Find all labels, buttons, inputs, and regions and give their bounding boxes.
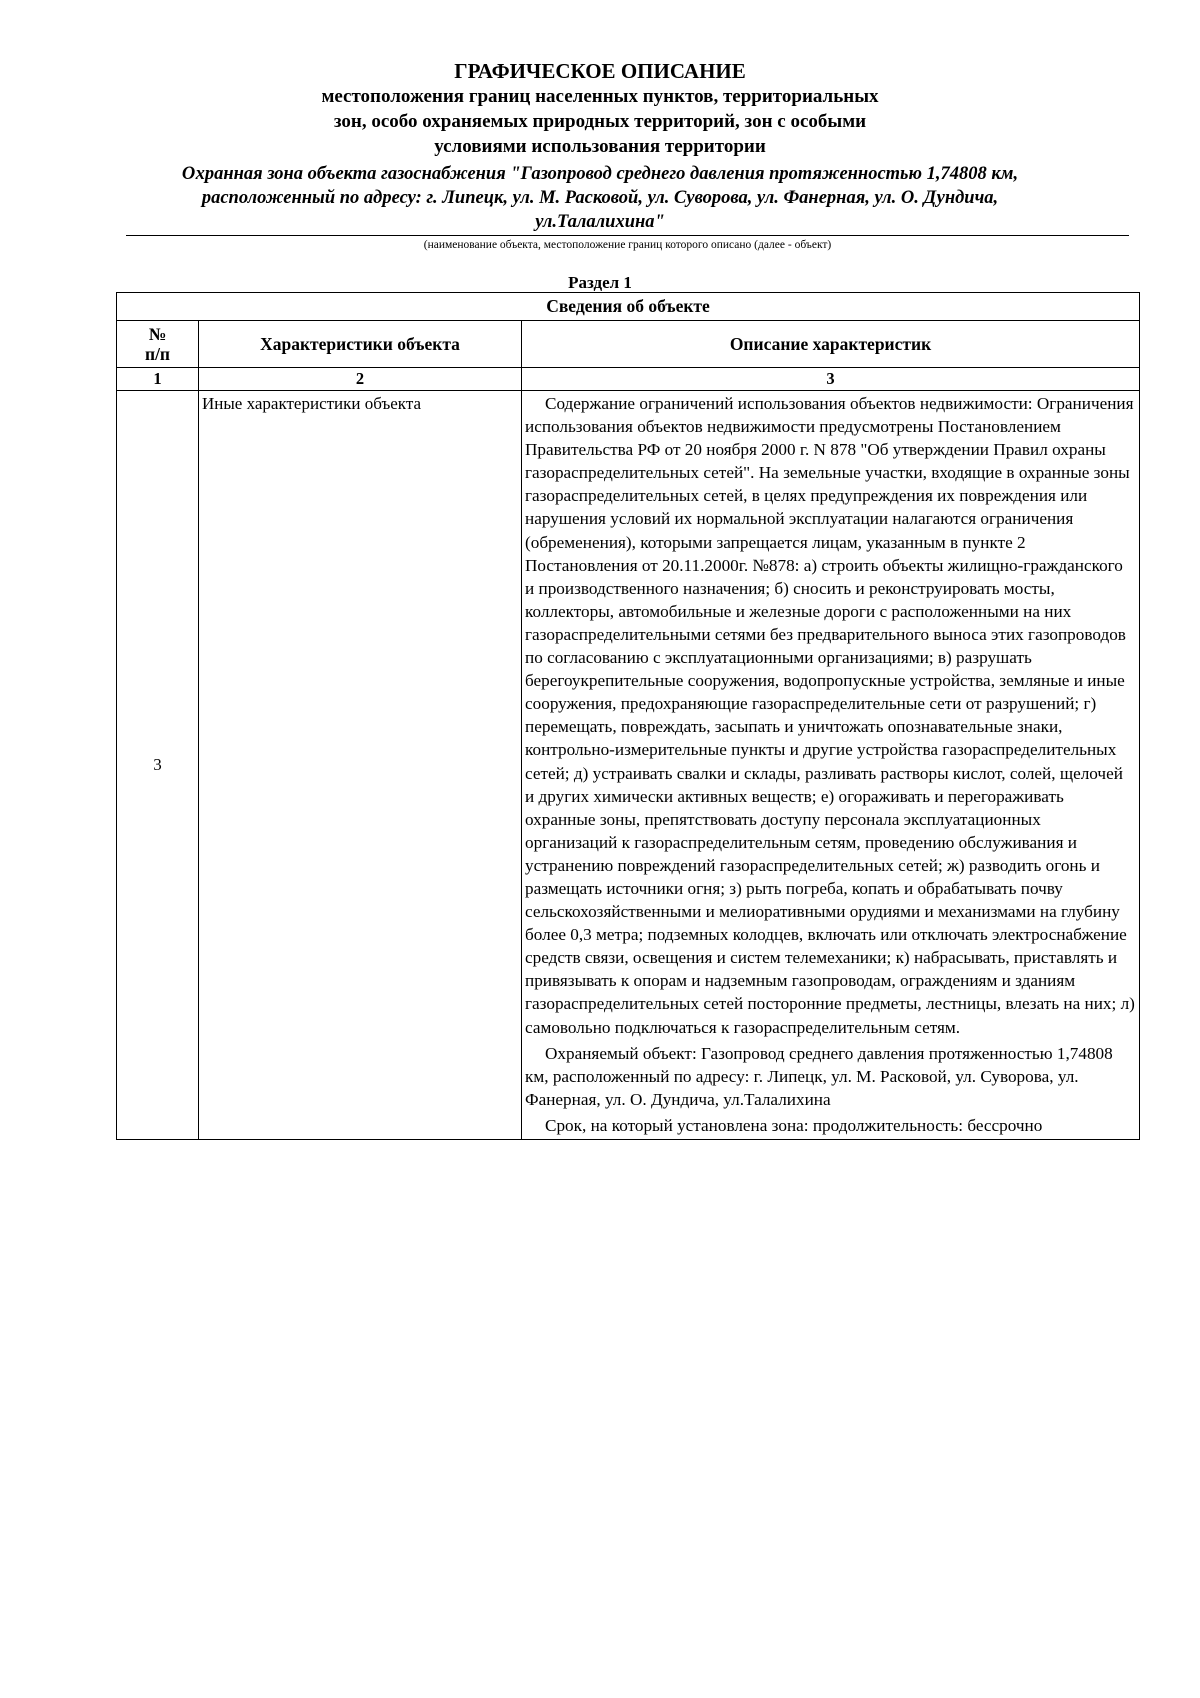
object-name-line: расположенный по адресу: г. Липецк, ул. М. Расковой, ул. Суворова, ул. Фанерная, ул. О. Дундича, — [201, 188, 999, 208]
section-label: Раздел 1 — [568, 273, 632, 292]
document-header — [0, 58, 1200, 159]
document-subtitle-line: условиями использования территории — [434, 136, 766, 157]
table-title: Сведения об объекте — [117, 293, 1140, 321]
object-name-underline — [126, 235, 1129, 236]
description-paragraph: Срок, на который установлена зона: продолжительность: бессрочно — [545, 1115, 1043, 1135]
row-characteristic: Иные характеристики объекта — [199, 391, 522, 1140]
row-number: 3 — [117, 391, 199, 1140]
document-subtitle-line: зон, особо охраняемых природных территорий, зон с особыми — [333, 111, 867, 132]
table-row — [117, 391, 1140, 1140]
column-number-row — [117, 368, 1140, 391]
object-name-caption: (наименование объекта, местоположение границ которого описано (далее - объект) — [423, 239, 832, 251]
header-characteristics: Характеристики объекта — [199, 321, 522, 368]
document-subtitle-line: местоположения границ населенных пунктов, территориальных — [321, 86, 879, 107]
column-number: 3 — [522, 368, 1140, 391]
column-number: 1 — [117, 368, 199, 391]
table-title-row — [117, 293, 1140, 321]
header-description: Описание характеристик — [522, 321, 1140, 368]
table-header-row — [117, 321, 1140, 368]
document-title: ГРАФИЧЕСКОЕ ОПИСАНИЕ — [454, 59, 746, 83]
header-number — [117, 321, 199, 368]
object-name-line: Охранная зона объекта газоснабжения "Газопровод среднего давления протяженностью 1,74808 км, — [181, 164, 1019, 184]
description-paragraph: Содержание ограничений использования объектов недвижимости: Ограничения использования объектов недвижимости предусмотрены Постановлением Правительства РФ от 20 ноября 2000 г. N 878 "Об утверждении Правил охраны газораспределительных сетей". На земельные участки, входящие в охранные зоны газораспределительных сетей, в целях предупреждения их повреждения или нарушения условий их нормальной эксплуатации налагаются ограничения (обременения), которыми запрещается лицам, указанным в пункте 2 Постановления от 20.11.2000г. №878: а) строить объекты жилищно-гражданского и производственного назначения; б) сносить и реконструировать мосты, коллекторы, автомобильные и железные дороги с расположенными на них газораспределительными сетями без предварительного выноса этих газопроводов по согласованию с эксплуатационными организациями; в) разрушать берегоукрепительные сооружения, водопропускные устройства, земляные и иные сооружения, предохраняющие газораспределительные сети от разрушений; г) перемещать, повреждать, засыпать и уничтожать опознавательные знаки, контрольно-измерительные пункты и другие устройства газораспределительных сетей; д) устраивать свалки и склады, разливать растворы кислот, солей, щелочей и других химически активных веществ; е) огораживать и перегораживать охранные зоны, препятствовать доступу персонала эксплуатационных организаций к газораспределительным сетям, проведению обслуживания и устранению повреждений газораспределительных сетей; ж) разводить огонь и размещать источники огня; з) рыть погреба, копать и обрабатывать почву сельскохозяйственными и мелиоративными орудиями и механизмами на глубину более 0,3 метра; подземных колодцев, включать или отключать электроснабжение средств связи, освещения и систем телемеханики; к) набрасывать, приставлять и привязывать к опорам и надземным газопроводам, ограждениям и зданиям газораспределительных сетей посторонние предметы, лестницы, влезать на них; л) самовольно подключаться к газораспределительным сетям. — [525, 394, 1135, 1037]
object-name — [150, 162, 1050, 234]
object-name-line: ул.Талалихина" — [535, 212, 665, 232]
row-description — [522, 391, 1140, 1140]
description-paragraph: Охраняемый объект: Газопровод среднего давления протяженностью 1,74808 км, расположенный по адресу: г. Липецк, ул. М. Расковой, ул. Суворова, ул. Фанерная, ул. О. Дундича, ул.Талалихина — [525, 1043, 1113, 1109]
object-info-table — [116, 292, 1140, 1140]
header-number-text: № п/п — [144, 324, 171, 364]
column-number: 2 — [199, 368, 522, 391]
